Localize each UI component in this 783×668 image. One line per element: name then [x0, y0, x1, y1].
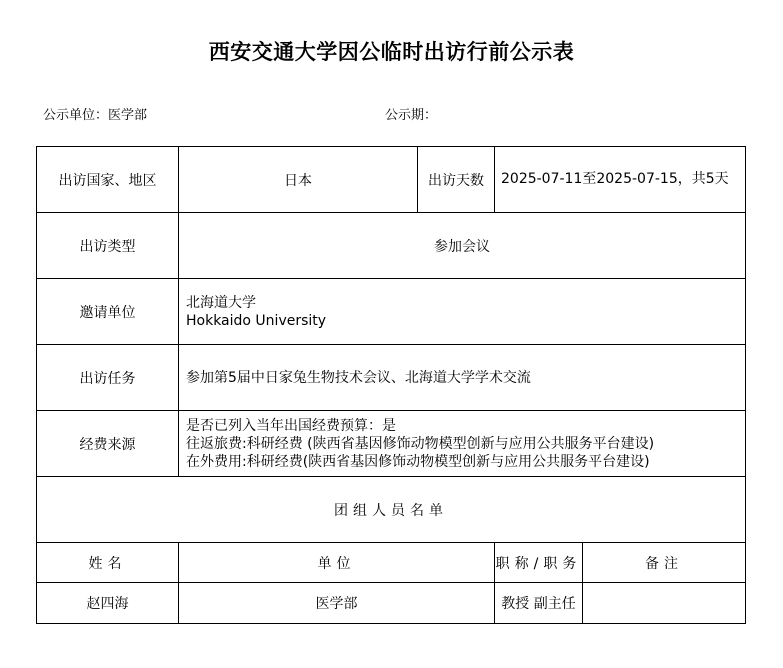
row-inviter [37, 279, 746, 345]
country-label: 出访国家、地区 [37, 147, 179, 213]
country-value: 日本 [179, 147, 418, 213]
inviter-label: 邀请单位 [37, 279, 179, 345]
header-name: 姓名 [37, 543, 179, 583]
row-type [37, 213, 746, 279]
members-header-row [37, 543, 746, 583]
header-unit: 单位 [179, 543, 495, 583]
funding-value [179, 411, 746, 477]
member-name: 赵四海 [37, 583, 179, 624]
row-task [37, 345, 746, 411]
publicity-period-label: 公示期： [385, 108, 438, 123]
row-members-title [37, 477, 746, 543]
member-title: 教授 副主任 [495, 583, 583, 624]
funding-label: 经费来源 [37, 411, 179, 477]
inviter-name-en: Hokkaido University [186, 312, 327, 329]
task-value: 参加第5届中日家兔生物技术会议、北海道大学学术交流 [179, 345, 746, 411]
header-title-text: 职称/职务 [495, 555, 582, 572]
publicity-unit-label: 公示单位： [43, 108, 109, 123]
member-unit: 医学部 [179, 583, 495, 624]
trip-info-table [36, 146, 746, 624]
header-title [495, 543, 583, 583]
inviter-name-cn: 北海道大学 [186, 294, 256, 311]
inviter-value [179, 279, 746, 345]
funding-abroad-line: 在外费用:科研经费(陕西省基因修饰动物模型创新与应用公共服务平台建设) [186, 453, 650, 470]
publicity-unit [43, 104, 147, 123]
funding-budget-line: 是否已列入当年出国经费预算：是 [186, 417, 396, 434]
row-funding [37, 411, 746, 477]
publicity-period [385, 104, 437, 123]
publicity-unit-value: 医学部 [108, 108, 148, 123]
funding-travel-line: 往返旅费:科研经费 (陕西省基因修饰动物模型创新与应用公共服务平台建设) [186, 435, 655, 452]
days-value: 2025-07-11至2025-07-15，共5天 [495, 147, 746, 213]
table-row [37, 583, 746, 624]
days-label: 出访天数 [418, 147, 495, 213]
member-remark [583, 583, 746, 624]
type-value: 参加会议 [179, 213, 746, 279]
task-label: 出访任务 [37, 345, 179, 411]
type-label: 出访类型 [37, 213, 179, 279]
row-country [37, 147, 746, 213]
header-remark: 备注 [583, 543, 746, 583]
members-section-title: 团组人员名单 [37, 477, 746, 543]
page-title: 西安交通大学因公临时出访行前公示表 [208, 40, 575, 64]
